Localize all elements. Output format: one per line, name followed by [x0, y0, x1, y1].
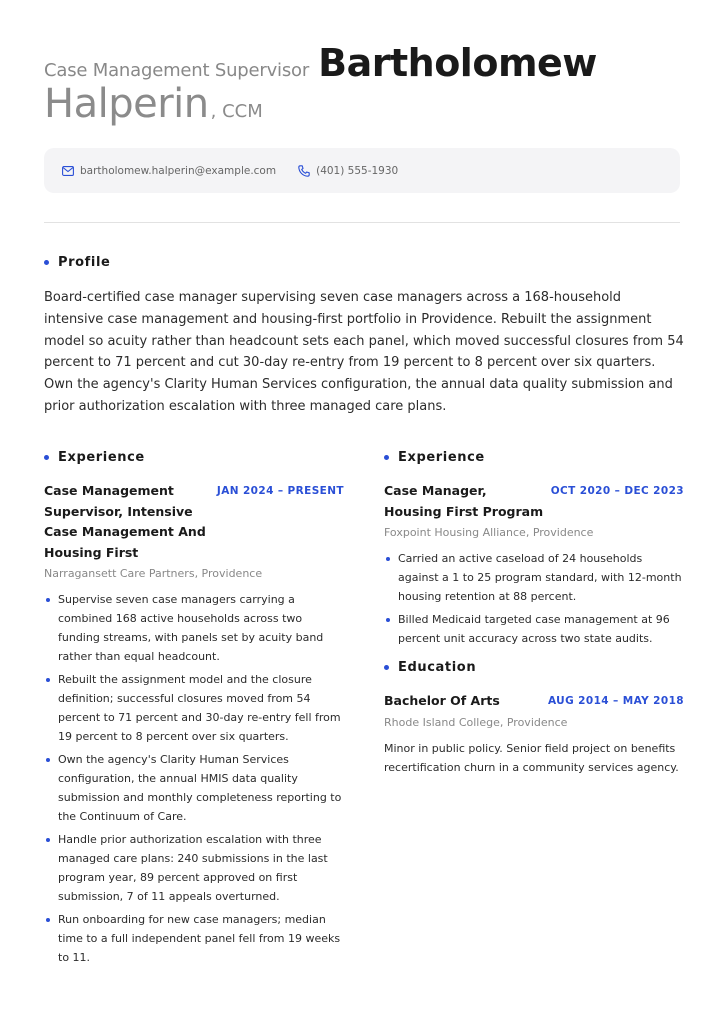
phone-text: (401) 555-1930: [316, 164, 399, 177]
education-head: [384, 691, 684, 712]
left-column: [44, 450, 344, 971]
profile-heading: [44, 255, 110, 270]
right-column: [384, 450, 684, 777]
job-entry-supervisor: [44, 481, 344, 967]
job-dates: OCT 2020 – DEC 2023: [550, 485, 684, 497]
list-item: Handle prior authorization escalation with three managed care plans: 240 submissions in the last program year, 89 percent approved on first submission, 7 of 11 appeals overturned.: [44, 830, 344, 906]
profile-text: Board-certified case manager supervising seven case managers across a 168-household intensive case management and housing-first portfolio in Providence. Rebuilt the assignment model so acuity rather than headcount sets each panel, which moved successful closures from 54 percent to 71 percent and cut 30-day re-entry from 19 percent to 8 percent over six quarters. Own the agency's Clarity Human Services configuration, the annual data quality submission and prior authorization escalation with three managed care plans.: [44, 290, 684, 414]
job-role: Case Manager, Housing First Program: [384, 483, 544, 519]
job-bullets: [384, 549, 684, 648]
education-heading: [384, 660, 684, 675]
header-divider: [44, 222, 680, 223]
list-item: Carried an active caseload of 24 households against a 1 to 25 program standard, with 12-month housing retention at 88 percent.: [384, 549, 684, 606]
list-item: Run onboarding for new case managers; median time to a full independent panel fell from 19 weeks to 11.: [44, 910, 344, 967]
credential: , CCM: [210, 101, 263, 122]
list-item: Billed Medicaid targeted case management at 96 percent unit accuracy across two state audits.: [384, 610, 684, 648]
school: [384, 716, 684, 729]
contact-bar: [44, 148, 680, 193]
contact-phone[interactable]: [298, 165, 398, 177]
resume-header: [44, 41, 684, 127]
degree: Bachelor Of Arts: [384, 693, 500, 708]
job-org: [384, 526, 684, 539]
org-name: Narragansett Care Partners: [44, 567, 195, 580]
title-line: [44, 41, 684, 85]
experience-heading-left: [44, 450, 344, 465]
job-head: [44, 481, 344, 563]
job-role: Case Management Supervisor, Intensive Case Management And Housing First: [44, 483, 206, 560]
contact-email[interactable]: [62, 165, 276, 177]
bullet-dot-icon: [44, 455, 49, 460]
bullet-dot-icon: [384, 665, 389, 670]
phone-icon: [298, 165, 310, 177]
list-item: Own the agency's Clarity Human Services configuration, the annual HMIS data quality submission and monthly completeness reporting to the Continuum of Care.: [44, 750, 344, 826]
job-entry-case-manager: [384, 481, 684, 648]
experience-heading-text: Experience: [58, 450, 145, 465]
profile-heading-text: Profile: [58, 255, 111, 270]
experience-heading-right: [384, 450, 684, 465]
org-name: Foxpoint Housing Alliance: [384, 526, 526, 539]
job-title: Case Management Supervisor: [44, 60, 310, 81]
school-location: , Providence: [499, 715, 568, 729]
bullet-dot-icon: [44, 260, 49, 265]
mail-icon: [62, 166, 74, 176]
job-dates: JAN 2024 – PRESENT: [216, 485, 344, 497]
job-bullets: [44, 590, 344, 967]
last-name-line: [44, 81, 684, 127]
list-item: Rebuilt the assignment model and the closure definition; successful closures moved from 54 percent to 71 percent and 30-day re-entry fell from 19 percent to 8 percent over six quarters.: [44, 670, 344, 746]
education-description: Minor in public policy. Senior field project on benefits recertification churn in a community services agency.: [384, 741, 679, 774]
first-name: Bartholomew: [318, 41, 597, 85]
job-org: [44, 567, 344, 580]
email-text: bartholomew.halperin@example.com: [80, 164, 277, 177]
education-entry: [384, 691, 684, 777]
education-dates: AUG 2014 – MAY 2018: [547, 695, 684, 707]
experience-heading-text: Experience: [398, 450, 485, 465]
school-name: Rhode Island College: [384, 715, 500, 729]
job-head: [384, 481, 684, 522]
last-name: Halperin: [44, 81, 209, 127]
org-location: , Providence: [194, 567, 263, 580]
list-item: Supervise seven case managers carrying a combined 168 active households across two funding streams, with panels set by acuity band rather than equal headcount.: [44, 590, 344, 666]
bullet-dot-icon: [384, 455, 389, 460]
education-heading-text: Education: [398, 660, 477, 675]
org-location: , Providence: [525, 526, 594, 539]
